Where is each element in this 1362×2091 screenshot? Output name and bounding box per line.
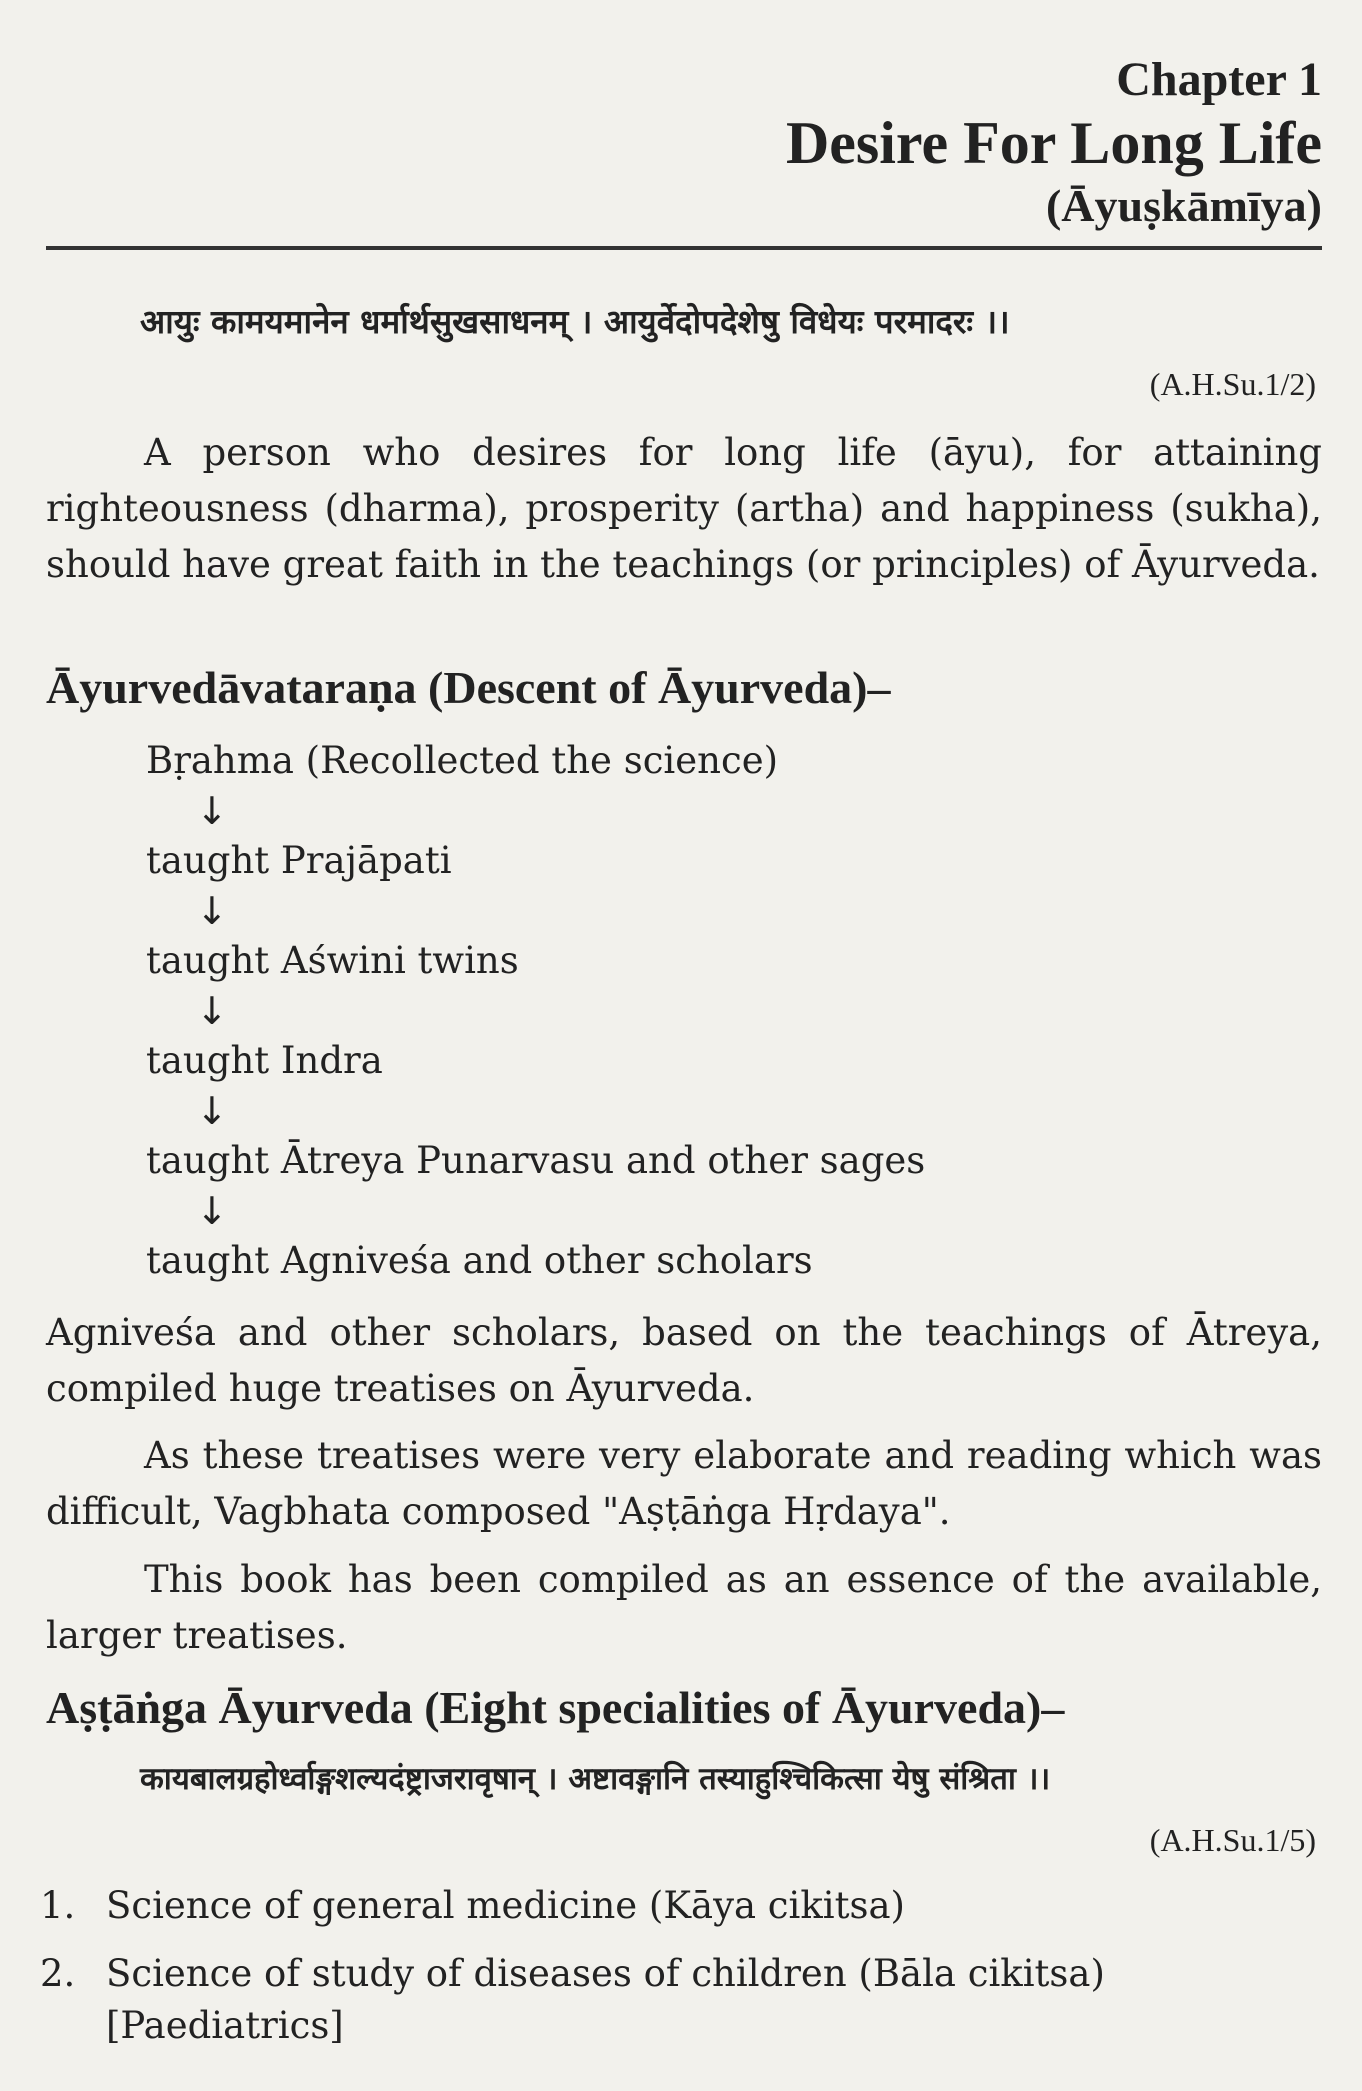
- down-arrow-icon: ↓: [196, 989, 228, 1033]
- sanskrit-verse-1: आयुः कामयमानेन धर्मार्थसुखसाधनम् । आयुर्वेदोपदेशेषु विधेयः परमादरः ।।: [140, 302, 1010, 341]
- list-item-number: 1.: [40, 1884, 76, 1927]
- specialities-list: [40, 1880, 1322, 2068]
- descent-step: Bṛahma (Recollected the science): [146, 739, 779, 782]
- paragraph-compiled: This book has been compiled as an essence of the available, larger treatises.: [46, 1558, 1322, 1657]
- sanskrit-verse-2: कायबालग्रहोर्ध्वाङ्गशल्यदंष्ट्राजरावृषान् । अष्टावङ्गानि तस्याहुश्चिकित्सा येषु संश्रिता ।।: [140, 1761, 1051, 1797]
- chapter-number: Chapter 1: [1116, 53, 1322, 106]
- chapter-header: [786, 52, 1322, 234]
- verse-2-reference: (A.H.Su.1/5): [1149, 1822, 1316, 1858]
- list-item: [40, 1880, 1322, 1932]
- paragraph-vagbhata: As these treatises were very elaborate and reading which was difficult, Vagbhata composed "Aṣṭāṅga Hṛdaya".: [46, 1434, 1322, 1533]
- list-item-text: Science of general medicine (Kāya cikitsa): [106, 1884, 905, 1927]
- down-arrow-icon: ↓: [196, 1189, 228, 1233]
- down-arrow-icon: ↓: [196, 1089, 228, 1133]
- down-arrow-icon: ↓: [196, 789, 228, 833]
- chapter-subtitle: (Āyuṣkāmīya): [1045, 180, 1322, 231]
- chapter-title: Desire For Long Life: [785, 110, 1322, 176]
- descent-flow: [146, 736, 925, 1286]
- descent-step: taught Prajāpati: [146, 839, 452, 882]
- down-arrow-icon: ↓: [196, 889, 228, 933]
- descent-step: taught Indra: [146, 1039, 383, 1082]
- list-item: [40, 1948, 1322, 2052]
- verse-1-reference: (A.H.Su.1/2): [1149, 366, 1316, 402]
- header-divider: [46, 246, 1322, 250]
- list-item-number: 2.: [40, 1952, 76, 1995]
- descent-step: taught Ātreya Punarvasu and other sages: [146, 1139, 926, 1182]
- paragraph-agnivesa: Agniveśa and other scholars, based on the teachings of Ātreya, compiled huge treatises on Āyurveda.: [46, 1311, 1322, 1410]
- descent-step: taught Agniveśa and other scholars: [146, 1239, 813, 1282]
- paragraph-intro: A person who desires for long life (āyu), for attaining righteousness (dharma), prosperity (artha) and happiness (sukha), should have great faith in the teachings (or principles) of Āyurveda.: [46, 431, 1322, 586]
- list-item-text: Science of study of diseases of children (Bāla cikitsa) [Paediatrics]: [106, 1952, 1105, 2047]
- heading-astanga: Aṣṭāṅga Āyurveda (Eight specialities of Āyurveda)–: [46, 1682, 1065, 1733]
- heading-descent: Āyurvedāvataraṇa (Descent of Āyurveda)–: [46, 662, 891, 713]
- descent-step: taught Aświni twins: [146, 939, 519, 982]
